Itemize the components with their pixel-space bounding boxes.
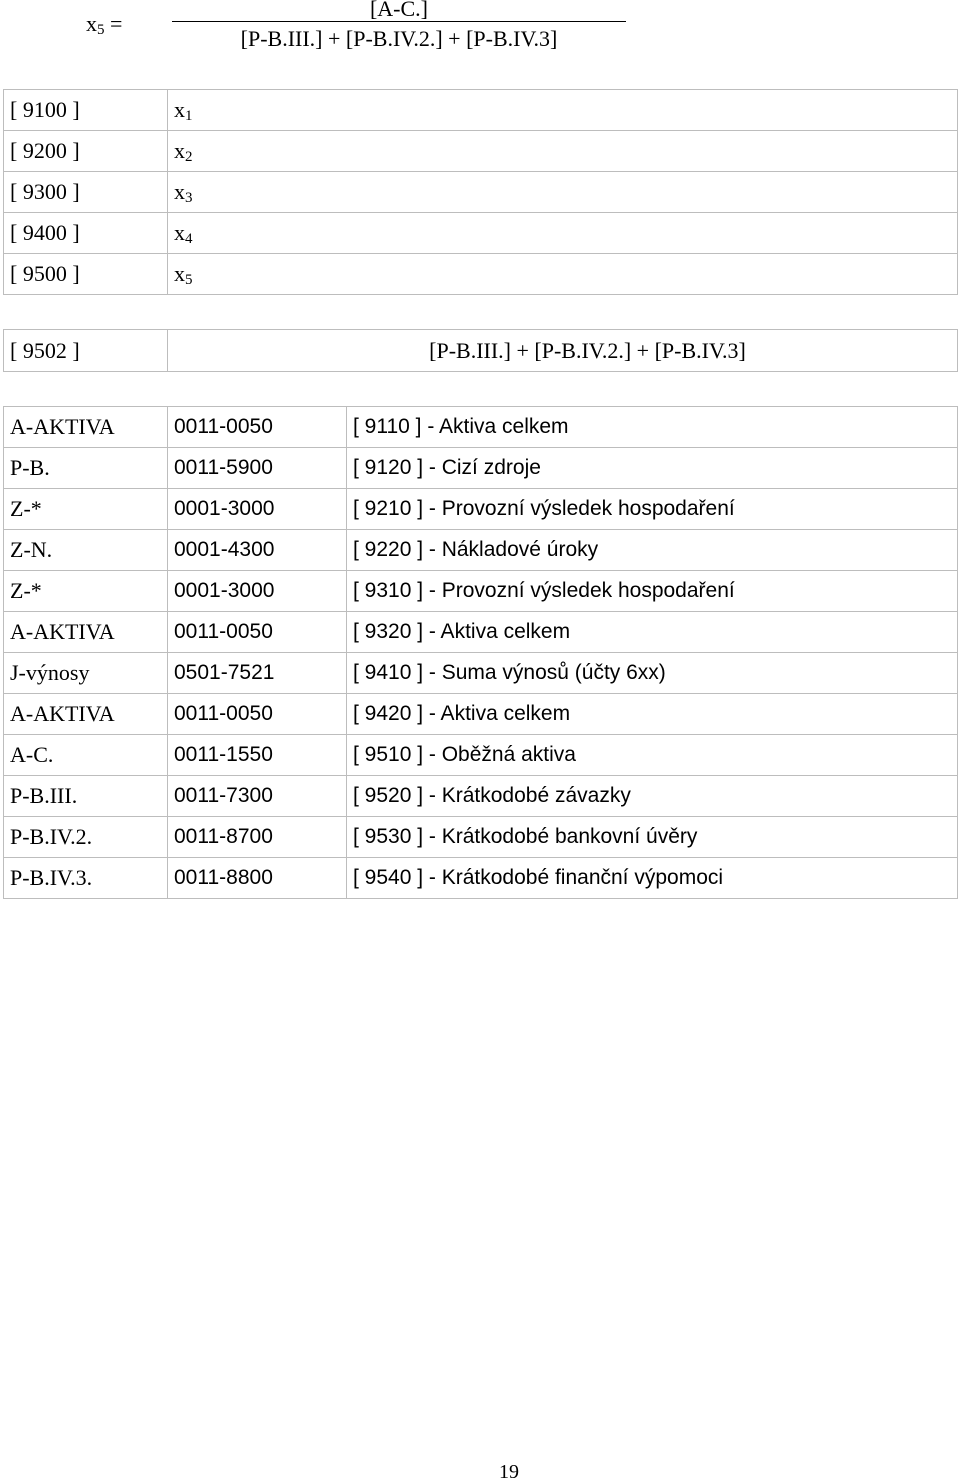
group-cell: P-B.IV.3. bbox=[4, 858, 168, 899]
description-cell: [ 9120 ] - Cizí zdroje bbox=[347, 448, 958, 489]
range-cell: 0011-8700 bbox=[168, 817, 347, 858]
ratio-formula bbox=[0, 0, 960, 60]
table-row bbox=[4, 131, 958, 172]
description-cell: [ 9420 ] - Aktiva celkem bbox=[347, 694, 958, 735]
table-row bbox=[4, 489, 958, 530]
group-cell: A-C. bbox=[4, 735, 168, 776]
code-cell: [ 9500 ] bbox=[4, 254, 168, 295]
range-cell: 0011-0050 bbox=[168, 612, 347, 653]
group-cell: P-B. bbox=[4, 448, 168, 489]
range-cell: 0001-3000 bbox=[168, 489, 347, 530]
description-cell: [ 9210 ] - Provozní výsledek hospodaření bbox=[347, 489, 958, 530]
table-row bbox=[4, 653, 958, 694]
code-cell: [ 9400 ] bbox=[4, 213, 168, 254]
range-cell: 0001-4300 bbox=[168, 530, 347, 571]
mapping-table bbox=[3, 406, 958, 899]
table-row bbox=[4, 254, 958, 295]
formula-equals: = bbox=[110, 11, 123, 36]
range-cell: 0011-1550 bbox=[168, 735, 347, 776]
expression-cell: [P-B.III.] + [P-B.IV.2.] + [P-B.IV.3] bbox=[168, 330, 958, 372]
variable-cell: $x_3$ bbox=[168, 172, 958, 213]
table-row bbox=[4, 694, 958, 735]
group-cell: A-AKTIVA bbox=[4, 694, 168, 735]
table-row bbox=[4, 571, 958, 612]
group-cell: P-B.IV.2. bbox=[4, 817, 168, 858]
range-cell: 0011-5900 bbox=[168, 448, 347, 489]
sum-table bbox=[3, 329, 958, 372]
formula-subscript: 5 bbox=[97, 22, 105, 38]
description-cell: [ 9540 ] - Krátkodobé finanční výpomoci bbox=[347, 858, 958, 899]
code-cell: [ 9502 ] bbox=[4, 330, 168, 372]
table-row bbox=[4, 817, 958, 858]
code-cell: [ 9200 ] bbox=[4, 131, 168, 172]
variable-cell: $x_5$ bbox=[168, 254, 958, 295]
group-cell: Z-N. bbox=[4, 530, 168, 571]
code-cell: [ 9100 ] bbox=[4, 90, 168, 131]
group-cell: Z-* bbox=[4, 571, 168, 612]
description-cell: [ 9410 ] - Suma výnosů (účty 6xx) bbox=[347, 653, 958, 694]
description-cell: [ 9310 ] - Provozní výsledek hospodaření bbox=[347, 571, 958, 612]
description-cell: [ 9520 ] - Krátkodobé závazky bbox=[347, 776, 958, 817]
group-cell: A-AKTIVA bbox=[4, 407, 168, 448]
page-number: 19 bbox=[499, 1461, 519, 1483]
table-row bbox=[4, 858, 958, 899]
table-row bbox=[4, 530, 958, 571]
table-row bbox=[4, 213, 958, 254]
formula-denominator: [P-B.III.] + [P-B.IV.2.] + [P-B.IV.3] bbox=[240, 26, 558, 51]
formula-variable: x bbox=[86, 11, 97, 36]
formula-numerator: [A-C.] bbox=[369, 0, 429, 21]
range-cell: 0011-8800 bbox=[168, 858, 347, 899]
table-row bbox=[4, 407, 958, 448]
range-cell: 0501-7521 bbox=[168, 653, 347, 694]
variable-cell: $x_1$ bbox=[168, 90, 958, 131]
fraction-bar bbox=[172, 21, 626, 22]
group-cell: Z-* bbox=[4, 489, 168, 530]
code-cell: [ 9300 ] bbox=[4, 172, 168, 213]
range-cell: 0011-7300 bbox=[168, 776, 347, 817]
group-cell: P-B.III. bbox=[4, 776, 168, 817]
table-row bbox=[4, 735, 958, 776]
range-cell: 0011-0050 bbox=[168, 694, 347, 735]
group-cell: J-výnosy bbox=[4, 653, 168, 694]
description-cell: [ 9110 ] - Aktiva celkem bbox=[347, 407, 958, 448]
variable-cell: $x_2$ bbox=[168, 131, 958, 172]
table-row bbox=[4, 448, 958, 489]
table-row bbox=[4, 776, 958, 817]
table-row bbox=[4, 330, 958, 372]
description-cell: [ 9510 ] - Oběžná aktiva bbox=[347, 735, 958, 776]
table-row bbox=[4, 172, 958, 213]
group-cell: A-AKTIVA bbox=[4, 612, 168, 653]
range-cell: 0001-3000 bbox=[168, 571, 347, 612]
description-cell: [ 9320 ] - Aktiva celkem bbox=[347, 612, 958, 653]
description-cell: [ 9530 ] - Krátkodobé bankovní úvěry bbox=[347, 817, 958, 858]
table-row bbox=[4, 612, 958, 653]
table-row bbox=[4, 90, 958, 131]
formula-lhs bbox=[86, 11, 122, 37]
description-cell: [ 9220 ] - Nákladové úroky bbox=[347, 530, 958, 571]
range-cell: 0011-0050 bbox=[168, 407, 347, 448]
variable-cell: $x_4$ bbox=[168, 213, 958, 254]
codes-table bbox=[3, 89, 958, 295]
